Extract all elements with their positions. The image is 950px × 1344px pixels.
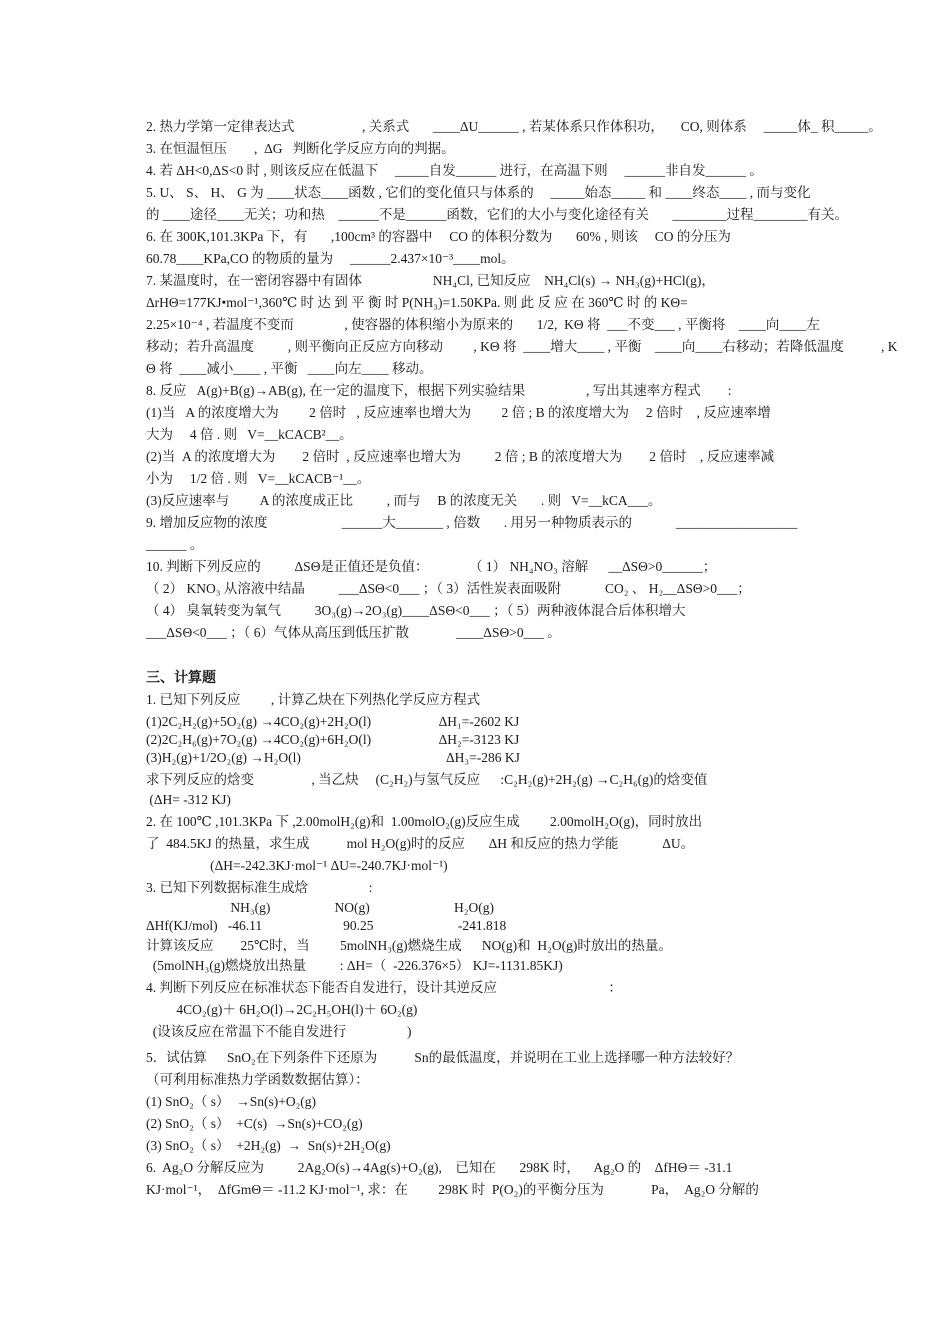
text-line: 2.25×10⁻⁴ , 若温度不变而 , 使容器的体积缩小为原来的 1/2, KΘ 将 ___不变___ , 平衡将 ____向____左	[146, 317, 820, 332]
text-line: 5. U、 S、 H、 G 为 ____状态____函数 , 它们的变化值只与体系的 _____始态_____ 和 ____终态____ , 而与变化	[146, 185, 811, 200]
text-line: 2. 热力学第一定律表达式 , 关系式 ____ΔU______ , 若某体系只作体积功， CO, 则体系 _____体_ 积_____。	[146, 119, 882, 134]
text-line: Θ 将 ____减小____ , 平衡 ____向左____ 移动。	[146, 361, 433, 376]
text-line: 3. 在恒温恒压 , ΔG 判断化学反应方向的判据。	[146, 141, 455, 156]
text-line: 大为 4 倍 . 则 V=__kCACB²__。	[146, 427, 353, 442]
text-line: 移动；若升高温度 , 则平衡向正反应方向移动 , KΘ 将 ____增大____ , 平衡 ____向____右移动；若降低温度 , K	[146, 339, 898, 354]
text-line: （可利用标准热力学函数数据估算）：	[146, 1072, 369, 1087]
text-line: (1)2C₂H₂(g)+5O₂(g) →4CO₂(g)+2H₂O(l) ΔH₁=-2602 KJ	[146, 714, 520, 729]
text-line: (2)2C₂H₆(g)+7O₂(g) →4CO₂(g)+6H₂O(l) ΔH₂=-3123 KJ	[146, 732, 520, 747]
text-line: 6. 在 300K,101.3KPa 下，有 ,100cm³ 的容器中 CO 的体积分数为 60% , 则该 CO 的分压为	[146, 229, 731, 244]
text-line: 计算该反应 25℃时，当 5molNH₃(g)燃烧生成 NO(g)和 H₂O(g)时放出的热量。	[146, 938, 672, 953]
text-line: (5molNH₃(g)燃烧放出热量 : ΔH=（ -226.376×5） KJ=-1131.85KJ)	[146, 958, 563, 973]
text-line: 小为 1/2 倍 . 则 V=__kCACB⁻¹__。	[146, 471, 371, 486]
text-line: (1) SnO₂（ s） →Sn(s)+O₂(g)	[146, 1094, 317, 1109]
text-line: 60.78____KPa,CO 的物质的量为 ______2.437×10⁻³____mol。	[146, 251, 515, 266]
text-line: 的 ____途径____无关；功和热 ______不是______函数，它们的大小与变化途径有关 ________过程________有关。	[146, 207, 848, 222]
text-line: KJ·mol⁻¹， ΔfGmΘ＝ -11.2 KJ·mol⁻¹, 求：在 298K 时 P(O₂)的平衡分压为 Pa， Ag₂O 分解的	[146, 1182, 759, 1197]
text-line: 6. Ag₂O 分解反应为 2Ag₂O(s)→4Ag(s)+O₂(g), 已知在 298K 时， Ag₂O 的 ΔfHΘ＝ -31.1	[146, 1160, 733, 1175]
text-line: (3)H₂(g)+1/2O₂(g) →H₂O(l) ΔH₃=-286 KJ	[146, 750, 520, 765]
text-line: (2) SnO₂（ s） +C(s) →Sn(s)+CO₂(g)	[146, 1116, 363, 1131]
text-line: ___ΔSΘ<0___ ；（ 6）气体从高压到低压扩散 ____ΔSΘ>0___ 。	[146, 625, 561, 640]
text-line: 1. 已知下列反应 , 计算乙炔在下列热化学反应方程式	[146, 692, 481, 707]
text-line: (1)当 A 的浓度增大为 2 倍时 , 反应速率也增大为 2 倍 ; B 的浓度增大为 2 倍时 , 反应速率增	[146, 405, 771, 420]
text-line: 5．试估算 SnO₂在下列条件下还原为 Sn的最低温度，并说明在工业上选择哪一种方法较好？	[146, 1050, 740, 1065]
text-line: ΔrHΘ=177KJ•mol⁻¹,360℃ 时 达 到 平 衡 时 P(NH₃)=1.50KPa. 则 此 反 应 在 360℃ 时 的 KΘ=	[146, 295, 688, 310]
text-line: 2. 在 100℃ ,101.3KPa 下 ,2.00molH₂(g)和 1.00molO₂(g)反应生成 2.00molH₂O(g)，同时放出	[146, 814, 703, 829]
text-line: ΔHf(KJ/mol) -46.11 90.25 -241.818	[146, 918, 507, 933]
text-line: （ 4） 臭氧转变为氧气 3O₃(g)→2O₃(g)____ΔSΘ<0___ ；（ 5）两种液体混合后体积增大	[146, 603, 686, 618]
text-line: 4. 若 ΔH<0,ΔS<0 时 , 则该反应在低温下 _____自发______ 进行，在高温下则 ______非自发______ 。	[146, 163, 763, 178]
text-line: 3. 已知下列数据标准生成焓 :	[146, 880, 373, 895]
text-line: (2)当 A 的浓度增大为 2 倍时 , 反应速率也增大为 2 倍 ; B 的浓度增大为 2 倍时 , 反应速率减	[146, 449, 775, 464]
text-line: (3)反应速率与 A 的浓度成正比 , 而与 B 的浓度无关 . 则 V=__kCA___。	[146, 493, 662, 508]
text-line: （ 2） KNO₃ 从溶液中结晶 ___ΔSΘ<0___ ；（ 3）活性炭表面吸附 CO₂ 、 H₂__ΔSΘ>0___；	[146, 581, 751, 596]
text-line: 4CO₂(g)＋ 6H₂O(l)→2C₂H₅OH(l)＋ 6O₂(g)	[146, 1002, 418, 1017]
text-line: 求下列反应的焓变 , 当乙炔 (C₂H₂)与氢气反应 :C₂H₂(g)+2H₂(g) →C₂H₆(g)的焓变值	[146, 772, 708, 787]
text-line: (设该反应在常温下不能自发进行 )	[146, 1024, 412, 1039]
text-line: 7. 某温度时，在一密闭容器中有固体 NH₄Cl, 已知反应 NH₄Cl(s) → NH₃(g)+HCl(g)，	[146, 273, 715, 288]
text-line: NH₃(g) NO(g) H₂O(g)	[146, 900, 495, 915]
text-line: 了 484.5KJ 的热量，求生成 mol H₂O(g)时的反应 ΔH 和反应的热力学能 ΔU。	[146, 836, 695, 851]
text-line: 8. 反应 A(g)+B(g)→AB(g), 在一定的温度下，根据下列实验结果 , 写出其速率方程式 :	[146, 383, 732, 398]
text-line: 三、计算题	[146, 671, 216, 686]
text-line: 4. 判断下列反应在标准状态下能否自发进行，设计其逆反应 ：	[146, 980, 622, 995]
text-line: 10. 判断下列反应的 ΔSΘ是正值还是负值： （ 1） NH₄NO₃ 溶解 __ΔSΘ>0______；	[146, 559, 717, 574]
text-line: (3) SnO₂（ s） +2H₂(g) → Sn(s)+2H₂O(g)	[146, 1138, 391, 1153]
text-line: 9. 增加反应物的浓度 ______大_______ , 倍数 . 用另一种物质表示的 __________________	[146, 515, 798, 530]
text-line: (ΔH= -312 KJ)	[146, 792, 231, 807]
text-line: ______ 。	[146, 537, 204, 552]
text-line: (ΔH=-242.3KJ·mol⁻¹ ΔU=-240.7KJ·mol⁻¹)	[146, 858, 448, 873]
